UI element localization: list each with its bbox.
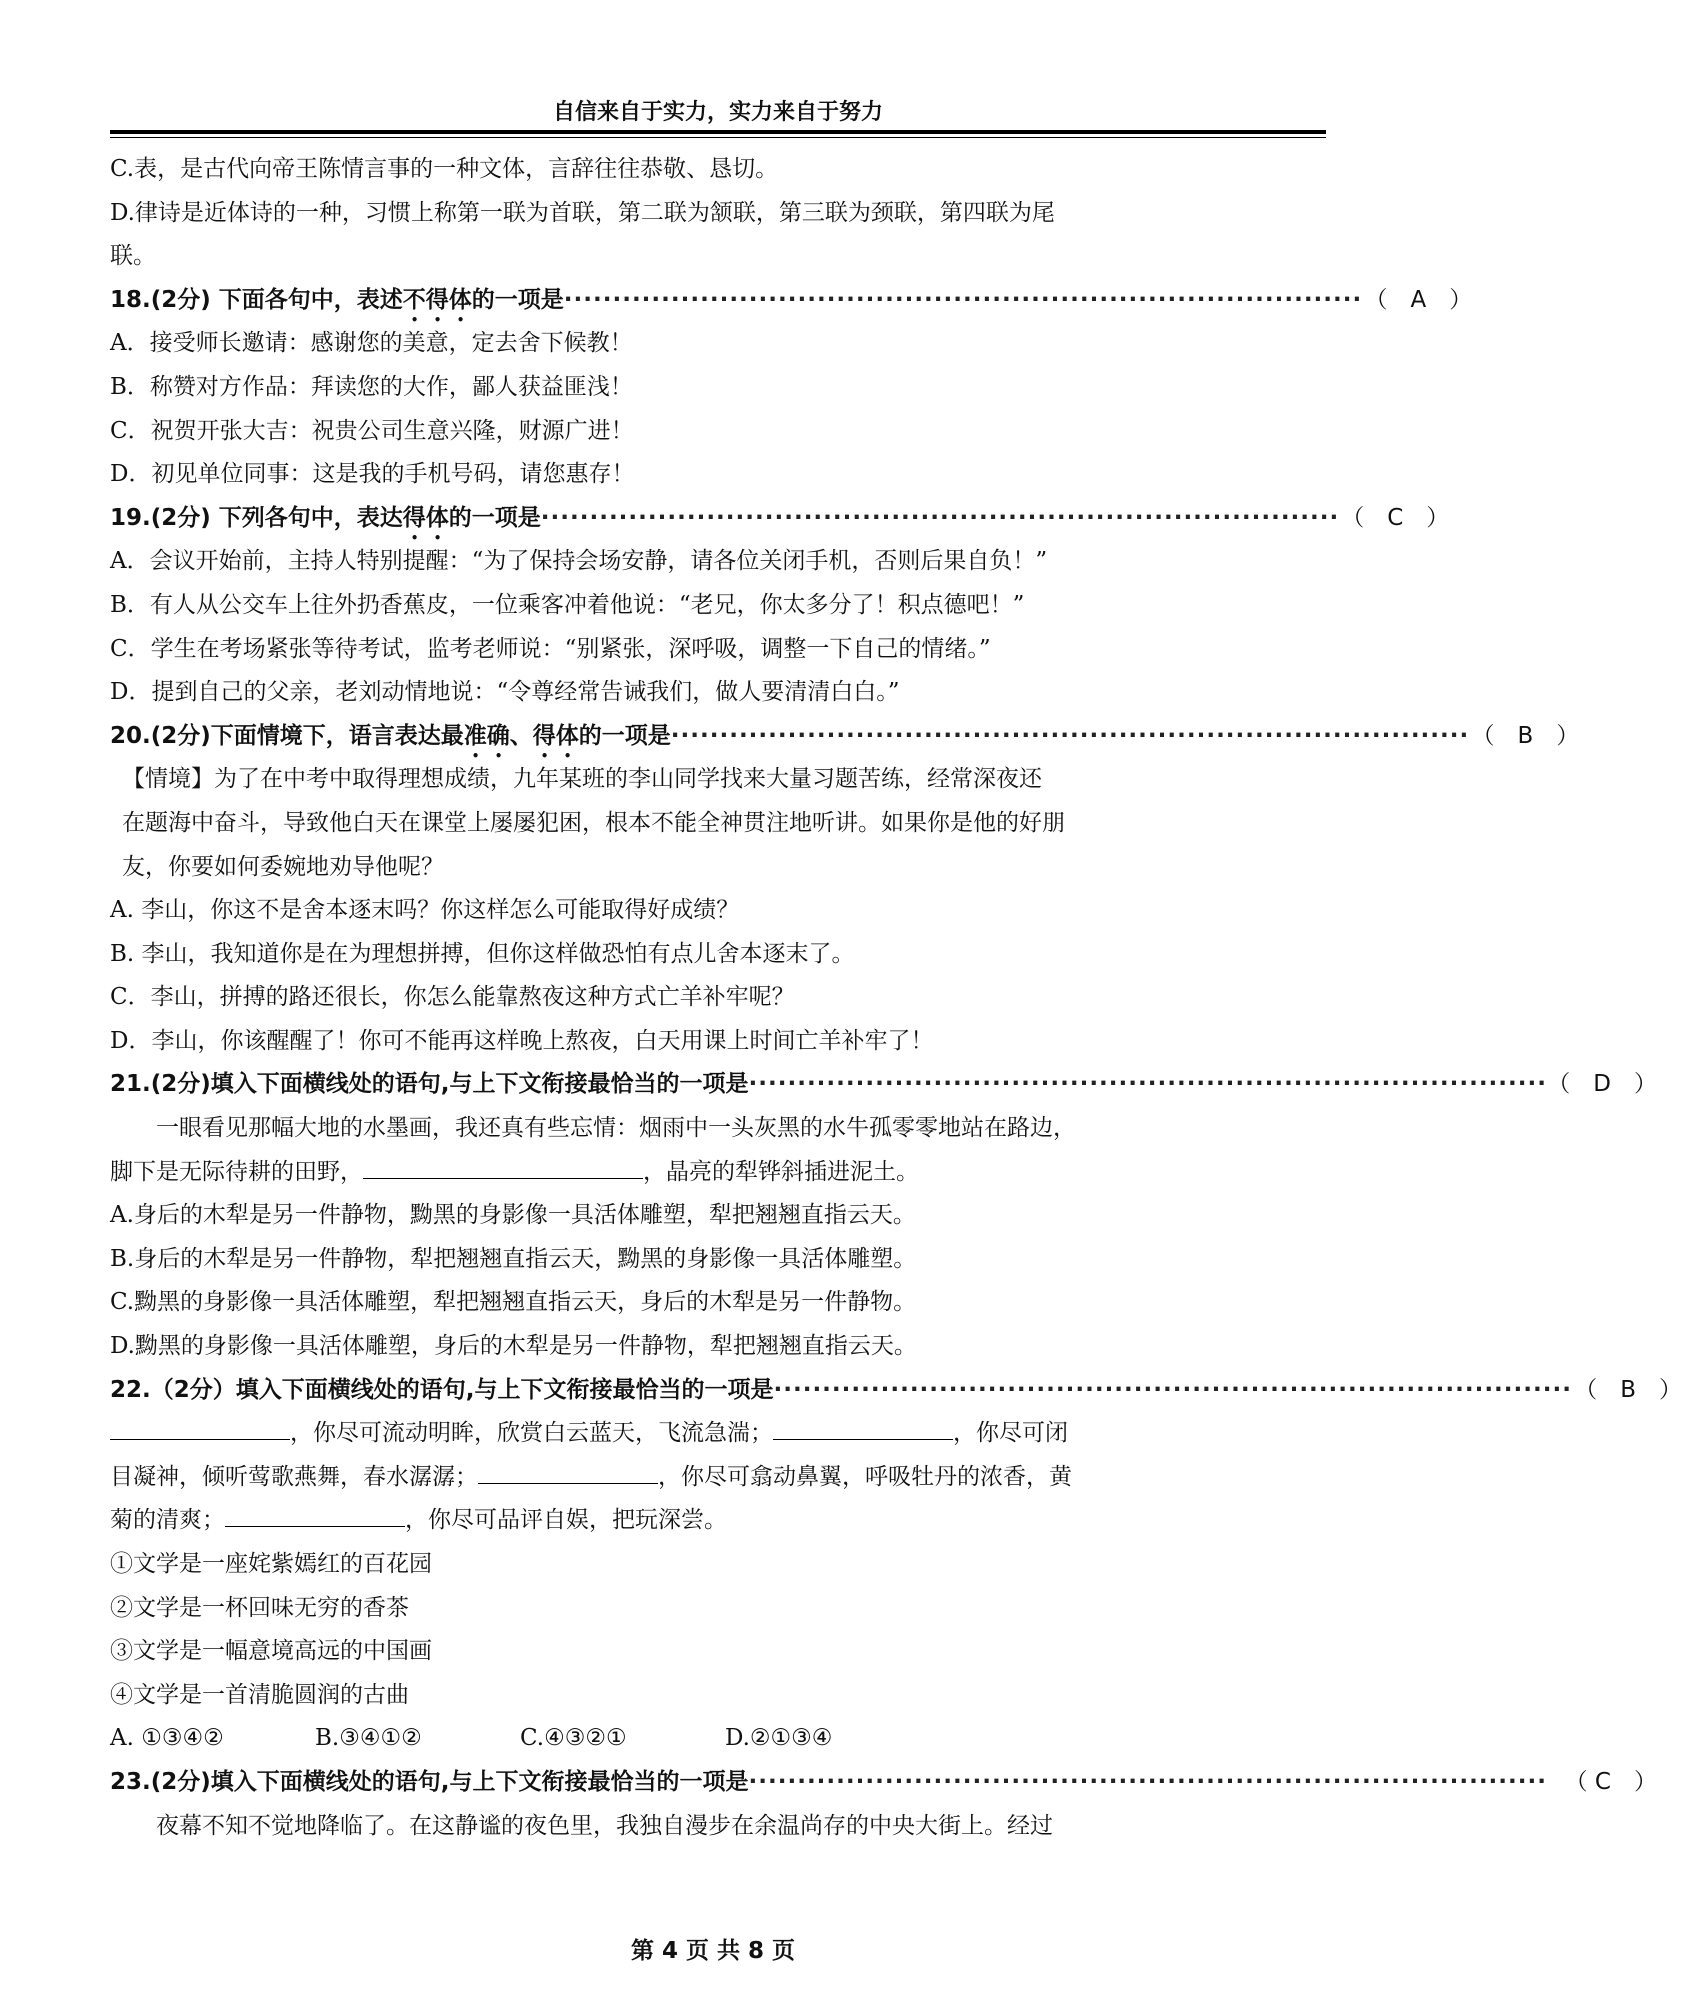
question-23-answer: （ C ） — [1564, 1768, 1657, 1795]
header-rule-thick — [110, 130, 1326, 134]
emphasis-text: 得体 — [532, 722, 579, 749]
option: B．有人从公交车上往外扔香蕉皮，一位乘客冲着他说：“老兄，你太多分了！积点德吧！” — [110, 591, 1025, 618]
prev-option-d: D.律诗是近体诗的一种，习惯上称第一联为首联，第二联为颔联，第三联为颈联，第四联为尾 — [110, 199, 1055, 226]
emphasis-text: 准确 — [463, 722, 510, 749]
question-20-answer: （ B ） — [1471, 722, 1580, 749]
question-21-answer: （ D ） — [1547, 1071, 1657, 1098]
option: C.黝黑的身影像一具活体雕塑，犁把翘翘直指云天，身后的木犁是另一件静物。 — [110, 1289, 917, 1316]
question-22-answer: （ B ） — [1574, 1376, 1682, 1403]
fill-blank — [225, 1506, 405, 1527]
context-paragraph: 一眼看见那幅大地的水墨画，我还真有些忘情：烟雨中一头灰黑的水牛孤零零地站在路边， — [156, 1115, 1076, 1142]
fill-blank — [363, 1158, 643, 1179]
option: D.黝黑的身影像一具活体雕塑，身后的木犁是另一件静物，犁把翘翘直指云天。 — [110, 1333, 917, 1360]
fill-blank — [478, 1463, 658, 1484]
context-paragraph-with-blank: 菊的清爽； ，你尽可品评自娱，把玩深尝。 — [110, 1507, 727, 1534]
option: C．学生在考场紧张等待考试，监考老师说：“别紧张，深呼吸，调整一下自己的情绪。” — [110, 635, 991, 662]
option: A．会议开始前，主持人特别提醒：“为了保持会场安静，请各位关闭手机，否则后果自负！” — [110, 548, 1048, 575]
option: A.身后的木犁是另一件静物，黝黑的身影像一具活体雕塑，犁把翘翘直指云天。 — [110, 1202, 916, 1229]
leader-dots: ·················································································· — [540, 504, 1340, 531]
context-paragraph-with-blank: 目凝神，倾听莺歌燕舞，春水潺潺； ，你尽可翕动鼻翼，呼吸牡丹的浓香，黄 — [110, 1463, 1072, 1490]
page-number: 第 4 页 共 8 页 — [630, 1938, 796, 1964]
numbered-item: ①文学是一座姹紫嫣红的百花园 — [110, 1551, 432, 1577]
option: D．李山，你该醒醒了！你可不能再这样晚上熬夜，白天用课上时间亡羊补牢了！ — [110, 1027, 934, 1054]
question-18-title: 18.(2分) 下面各句中，表述不得体的一项是 ·················································································· （ A ） — [110, 279, 1326, 323]
question-19-title: 19.(2分) 下列各句中，表达得体的一项是 ·················································································· （ C ） — [110, 497, 1326, 541]
choice: A. ①③④② — [110, 1725, 224, 1752]
numbered-item: ③文学是一幅意境高远的中国画 — [110, 1638, 432, 1665]
leader-dots: ·················································································· — [670, 722, 1470, 749]
question-18-answer: （ A ） — [1364, 286, 1473, 313]
context-paragraph-with-blank: 脚下是无际待耕的田野， ，晶亮的犁铧斜插进泥土。 — [110, 1158, 919, 1185]
page-content — [110, 148, 1682, 1848]
option: D．初见单位同事：这是我的手机号码，请您惠存！ — [110, 461, 635, 488]
numbered-item: ④文学是一首清脆圆润的古曲 — [110, 1681, 409, 1708]
prev-option-d-cont: 联。 — [110, 243, 156, 270]
option: C．李山，拼搏的路还很长，你怎么能靠熬夜这种方式亡羊补牢呢？ — [110, 984, 795, 1011]
emphasis-text: 得体 — [402, 504, 449, 531]
question-20-title: 20.(2分)下面情境下，语言表达最准确、得体的一项是 ·················································································· （ B ） — [110, 715, 1326, 759]
numbered-item: ②文学是一杯回味无穷的香茶 — [110, 1594, 409, 1621]
leader-dots: ·················································································· — [563, 286, 1363, 313]
question-21-title: 21.(2分)填入下面横线处的语句,与上下文衔接最恰当的一项是 ·················································································· （ D ） — [110, 1063, 1326, 1107]
option: D．提到自己的父亲，老刘动情地说：“令尊经常告诫我们，做人要清清白白。” — [110, 679, 900, 706]
option: A. 李山，你这不是舍本逐末吗？你这样怎么可能取得好成绩？ — [110, 897, 740, 924]
emphasis-text: 不得体 — [402, 286, 472, 313]
leader-dots: ·················································································· — [748, 1071, 1547, 1098]
leader-dots: ·················································································· — [773, 1376, 1572, 1403]
option: B．称赞对方作品：拜读您的大作，鄙人获益匪浅！ — [110, 373, 633, 400]
context-paragraph: 夜幕不知不觉地降临了。在这静谧的夜色里，我独自漫步在余温尚存的中央大街上。经过 — [156, 1812, 1053, 1839]
prev-option-c: C.表，是古代向帝王陈情言事的一种文体，言辞往往恭敬、恳切。 — [110, 156, 779, 182]
choice: D.②①③④ — [725, 1725, 833, 1752]
option: B. 李山，我知道你是在为理想拼搏，但你这样做恐怕有点儿舍本逐末了。 — [110, 940, 855, 967]
choice: B.③④①② — [315, 1725, 422, 1752]
option: C．祝贺开张大吉：祝贵公司生意兴隆，财源广进！ — [110, 417, 634, 444]
option: B.身后的木犁是另一件静物，犁把翘翘直指云天，黝黑的身影像一具活体雕塑。 — [110, 1245, 917, 1272]
leader-dots: ·················································································· — [748, 1768, 1547, 1795]
fill-blank — [773, 1419, 953, 1440]
header-rule-thin — [110, 137, 1326, 138]
option: A．接受师长邀请：感谢您的美意，定去舍下候教！ — [110, 330, 633, 357]
context-paragraph-with-blank: ，你尽可流动明眸，欣赏白云蓝天，飞流急湍； ，你尽可闭 — [110, 1412, 1326, 1456]
context-paragraph: 在题海中奋斗，导致他白天在课堂上屡屡犯困，根本不能全神贯注地听讲。如果你是他的好朋 — [122, 809, 1065, 836]
question-22-title: 22.（2分）填入下面横线处的语句,与上下文衔接最恰当的一项是 ·················································································· （ B ） — [110, 1369, 1326, 1413]
page-header-motto: 自信来自于实力，实力来自于努力 — [552, 100, 883, 125]
context-paragraph: 友，你要如何委婉地劝导他呢？ — [122, 853, 444, 880]
question-19-answer: （ C ） — [1341, 504, 1450, 531]
choice-row — [110, 1717, 1326, 1761]
question-23-title: 23.(2分)填入下面横线处的语句,与上下文衔接最恰当的一项是 ·················································································· （ C ） — [110, 1761, 1326, 1805]
choice: C.④③②① — [520, 1725, 627, 1752]
fill-blank — [110, 1419, 290, 1440]
context-paragraph: 【情境】为了在中考中取得理想成绩，九年某班的李山同学找来大量习题苦练，经常深夜还 — [122, 766, 1042, 793]
